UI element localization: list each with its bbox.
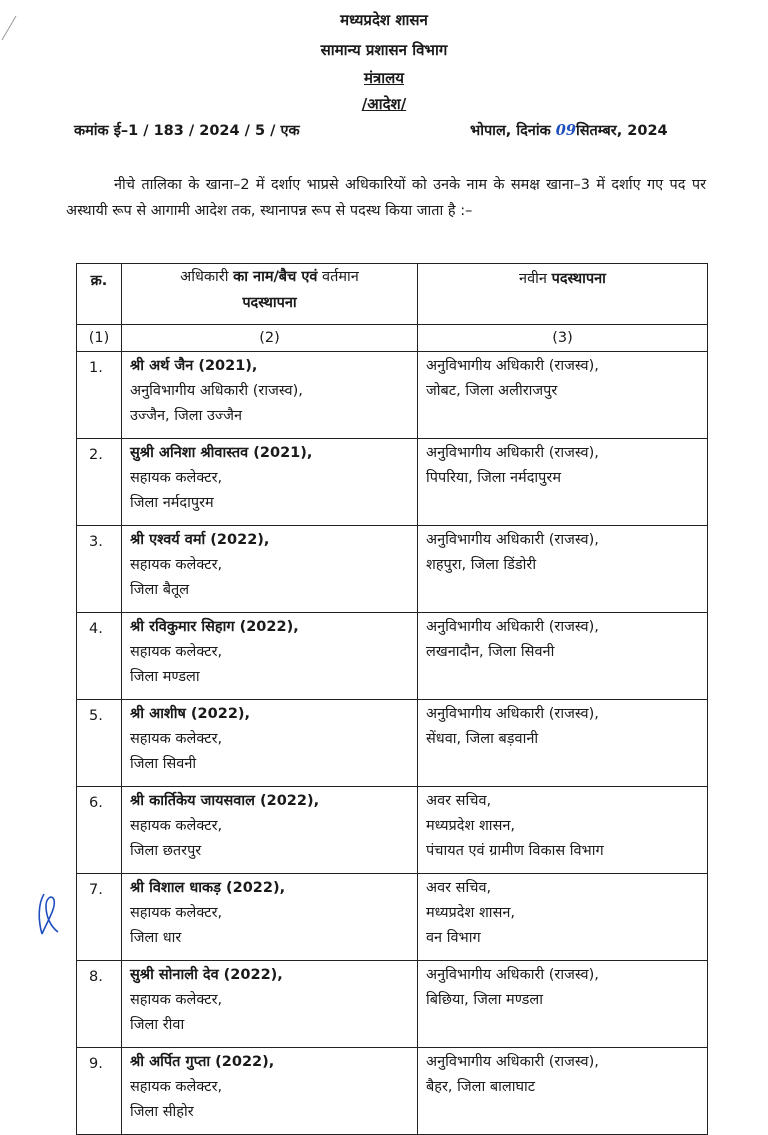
row-serial: 4. — [77, 613, 122, 700]
posting-line: अवर सचिव, — [426, 793, 492, 809]
header-officer-a: अधिकारी — [180, 269, 234, 285]
date-month-year: सितम्बर, 2024 — [575, 123, 668, 139]
officer-detail: सहायक कलेक्टर, — [130, 905, 223, 921]
new-posting-cell — [418, 439, 708, 526]
new-posting-cell — [418, 874, 708, 961]
header-serial: क्र. — [77, 264, 122, 325]
table-row — [77, 613, 708, 700]
header-order: /आदेश/ — [361, 95, 407, 113]
table-row — [77, 787, 708, 874]
posting-line: सेंधवा, जिला बड़वानी — [426, 731, 539, 747]
header-new-b: पदस्थापना — [551, 271, 606, 287]
order-number: कमांक ई–1 / 183 / 2024 / 5 / एक — [74, 123, 300, 139]
table-row — [77, 1048, 708, 1135]
posting-line: मध्यप्रदेश शासन, — [426, 905, 516, 921]
column-number: (3) — [418, 325, 708, 352]
officer-cell — [122, 874, 418, 961]
officer-detail: जिला छतरपुर — [130, 843, 202, 859]
officer-detail: जिला सिवनी — [130, 756, 197, 772]
officer-name: सुश्री अनिशा श्रीवास्तव (2021), — [130, 445, 313, 461]
row-serial: 6. — [77, 787, 122, 874]
officer-name: सुश्री सोनाली देव (2022), — [130, 967, 283, 983]
posting-line: अवर सचिव, — [426, 880, 492, 896]
header-new-posting — [418, 264, 708, 325]
table-row — [77, 526, 708, 613]
posting-line: अनुविभागीय अधिकारी (राजस्व), — [426, 358, 599, 374]
row-serial: 8. — [77, 961, 122, 1048]
officer-detail: सहायक कलेक्टर, — [130, 557, 223, 573]
header-officer-c: वर्तमान — [317, 269, 359, 285]
order-date — [470, 120, 668, 140]
officer-detail: जिला नर्मदापुरम — [130, 495, 214, 511]
officer-detail: जिला सीहोर — [130, 1104, 194, 1120]
officer-cell — [122, 613, 418, 700]
officer-name: श्री अर्थ जैन (2021), — [130, 358, 258, 374]
officer-name: श्री रविकुमार सिहाग (2022), — [130, 619, 299, 635]
officer-detail: सहायक कलेक्टर, — [130, 1079, 223, 1095]
officer-detail: अनुविभागीय अधिकारी (राजस्व), — [130, 383, 303, 399]
posting-line: लखनादौन, जिला सिवनी — [426, 644, 555, 660]
posting-line: अनुविभागीय अधिकारी (राजस्व), — [426, 532, 599, 548]
new-posting-cell — [418, 961, 708, 1048]
posting-line: जोबट, जिला अलीराजपुर — [426, 383, 558, 399]
officer-detail: जिला धार — [130, 930, 182, 946]
handwritten-day: 09 — [555, 122, 576, 139]
officer-detail: जिला रीवा — [130, 1017, 185, 1033]
posting-line: बिछिया, जिला मण्डला — [426, 992, 543, 1008]
row-serial: 1. — [77, 352, 122, 439]
officer-detail: सहायक कलेक्टर, — [130, 818, 223, 834]
header-secretariat: मंत्रालय — [363, 69, 404, 87]
header-department: सामान्य प्रशासन विभाग — [320, 41, 448, 59]
row-serial: 3. — [77, 526, 122, 613]
officer-name: श्री विशाल धाकड़ (2022), — [130, 880, 286, 896]
officer-detail: जिला बैतूल — [130, 582, 190, 598]
officer-detail: सहायक कलेक्टर, — [130, 644, 223, 660]
officer-cell — [122, 700, 418, 787]
header-officer-b: का नाम/बैच एवं — [233, 269, 318, 285]
header-officer-line2: पदस्थापना — [242, 295, 297, 311]
posting-line: अनुविभागीय अधिकारी (राजस्व), — [426, 619, 599, 635]
officer-detail: जिला मण्डला — [130, 669, 200, 685]
row-serial: 2. — [77, 439, 122, 526]
new-posting-cell — [418, 1048, 708, 1135]
posting-line: शहपुरा, जिला डिंडोरी — [426, 557, 537, 573]
officer-cell — [122, 787, 418, 874]
column-number-row — [77, 325, 708, 352]
posting-line: अनुविभागीय अधिकारी (राजस्व), — [426, 967, 599, 983]
row-serial: 7. — [77, 874, 122, 961]
officer-detail: सहायक कलेक्टर, — [130, 992, 223, 1008]
new-posting-cell — [418, 613, 708, 700]
new-posting-cell — [418, 787, 708, 874]
posting-line: बैहर, जिला बालाघाट — [426, 1079, 536, 1095]
posting-line: पिपरिया, जिला नर्मदापुरम — [426, 470, 562, 486]
posting-line: वन विभाग — [426, 930, 481, 946]
officer-name: श्री कार्तिकेय जायसवाल (2022), — [130, 793, 320, 809]
date-place: भोपाल, दिनांक — [470, 123, 556, 139]
officer-detail: उज्जैन, जिला उज्जैन — [130, 408, 243, 424]
officer-detail: सहायक कलेक्टर, — [130, 470, 223, 486]
new-posting-cell — [418, 526, 708, 613]
officer-cell — [122, 961, 418, 1048]
table-row — [77, 439, 708, 526]
table-header-row — [77, 264, 708, 325]
new-posting-cell — [418, 700, 708, 787]
officer-cell — [122, 439, 418, 526]
officer-name: श्री आशीष (2022), — [130, 706, 251, 722]
row-serial: 5. — [77, 700, 122, 787]
table-row — [77, 700, 708, 787]
column-number: (2) — [122, 325, 418, 352]
officer-name: श्री अर्पित गुप्ता (2022), — [130, 1054, 275, 1070]
table-body — [77, 352, 708, 1135]
posting-line: अनुविभागीय अधिकारी (राजस्व), — [426, 445, 599, 461]
handwritten-initial — [34, 890, 64, 940]
new-posting-cell — [418, 352, 708, 439]
table-row — [77, 874, 708, 961]
table-row — [77, 961, 708, 1048]
posting-line: अनुविभागीय अधिकारी (राजस्व), — [426, 1054, 599, 1070]
officer-detail: सहायक कलेक्टर, — [130, 731, 223, 747]
officer-name: श्री एश्वर्य वर्मा (2022), — [130, 532, 270, 548]
header-new-a: नवीन — [519, 271, 552, 287]
posting-line: पंचायत एवं ग्रामीण विकास विभाग — [426, 843, 604, 859]
row-serial: 9. — [77, 1048, 122, 1135]
officer-cell — [122, 526, 418, 613]
column-number: (1) — [77, 325, 122, 352]
officer-cell — [122, 352, 418, 439]
posting-line: अनुविभागीय अधिकारी (राजस्व), — [426, 706, 599, 722]
header-officer — [122, 264, 418, 325]
posting-table — [76, 263, 708, 1135]
table-row — [77, 352, 708, 439]
officer-cell — [122, 1048, 418, 1135]
header-government: मध्यप्रदेश शासन — [340, 11, 428, 29]
posting-line: मध्यप्रदेश शासन, — [426, 818, 516, 834]
intro-paragraph: नीचे तालिका के खाना–2 में दर्शाए भाप्रसे अधिकारियों को उनके नाम के समक्ष खाना–3 में दर्शाए गए पद पर अस्थायी रूप से आगामी आदेश तक, स्थानापन्न रूप से पदस्थ किया जाता है :– — [66, 177, 706, 219]
